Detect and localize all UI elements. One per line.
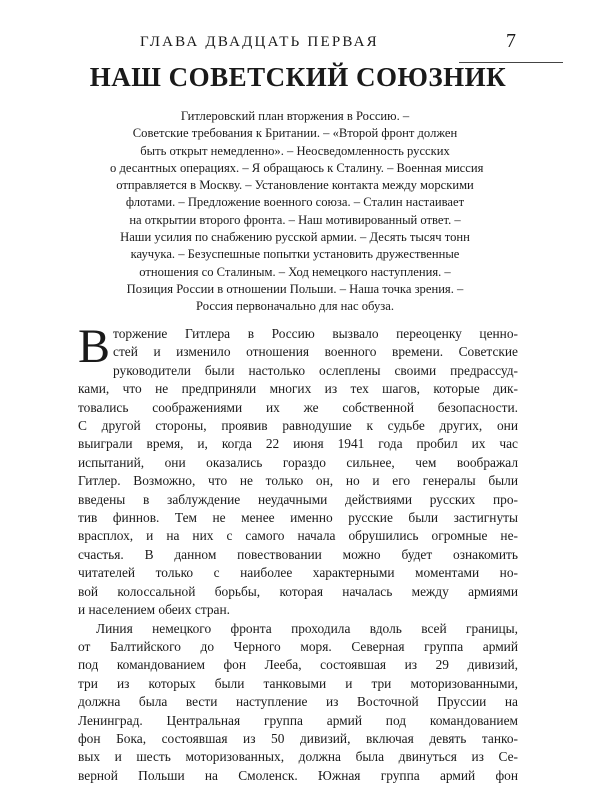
- paragraph-line: выиграли время, и, когда 22 июня 1941 года пробил их час: [78, 436, 518, 452]
- paragraph-line: читателей только с наиболее характерными моментами но-: [78, 565, 518, 581]
- paragraph-line: руководители были настолько ослеплены своими предрассуд-: [113, 362, 518, 378]
- paragraph-line: и населением обеих стран.: [78, 602, 230, 618]
- synopsis-line: Наши усилия по снабжению русской армии. – Десять тысяч тонн: [120, 230, 470, 245]
- paragraph-line: введены в заблуждение неудачными действиями русских про-: [78, 491, 518, 507]
- page-number: 7: [506, 30, 516, 52]
- drop-cap: В: [78, 320, 111, 373]
- paragraph-line: врасплох, и на них с самого начала обрушились огромные не-: [78, 528, 518, 544]
- paragraph-line: вых и шесть моторизованных, должна была двинуться из Се-: [78, 749, 518, 765]
- paragraph-line: испытаний, они оказались гораздо сильнее, чем воображал: [78, 454, 518, 470]
- paragraph-line: Линия немецкого фронта проходила вдоль всей границы,: [96, 620, 518, 636]
- chapter-heading: ГЛАВА ДВАДЦАТЬ ПЕРВАЯ: [140, 34, 379, 50]
- paragraph-line: Гитлер. Возможно, что не только он, но и его генералы были: [78, 473, 518, 489]
- synopsis-line: быть открыт немедленно». – Неосведомленность русских: [140, 143, 450, 158]
- running-header: [78, 28, 538, 58]
- paragraph-line: три из которых были танковыми и три моторизованными,: [78, 675, 518, 691]
- synopsis-line: Советские требования к Британии. – «Второй фронт должен: [132, 126, 458, 141]
- paragraph-line: верной Польши на Смоленск. Южная группа армий фон: [78, 767, 518, 783]
- synopsis-line: отношения со Сталиным. – Ход немецкого наступления. –: [139, 264, 451, 279]
- paragraph-line: Ленинград. Центральная группа армий под командованием: [78, 712, 518, 728]
- paragraph-line: вой колоссальной борьбы, которая началась между армиями: [78, 583, 518, 599]
- paragraph-line: С другой стороны, проявив равнодушие к судьбе других, они: [78, 418, 518, 434]
- synopsis-line: Россия первоначально для нас обуза.: [196, 299, 394, 314]
- chapter-title: НАШ СОВЕТСКИЙ СОЮЗНИК: [89, 62, 507, 92]
- paragraph-line: под командованием фон Лееба, состоявшая из 29 дивизий,: [78, 657, 518, 673]
- paragraph-line: торжение Гитлера в Россию вызвало переоценку ценно-: [113, 326, 518, 341]
- synopsis-line: каучука. – Безуспешные попытки установить дружественные: [130, 247, 460, 262]
- synopsis-line: отправляется в Москву. – Установление контакта между морскими: [116, 178, 474, 193]
- synopsis-line: Позиция России в отношении Польши. – Наша точка зрения. –: [126, 281, 464, 296]
- paragraph-line: должна была вести наступление из Восточной Пруссии на: [78, 694, 518, 710]
- synopsis-line: флотами. – Предложение военного союза. – Сталин настаивает: [125, 195, 465, 210]
- body-text: [78, 320, 518, 785]
- paragraph-line: товались соображениями их же собственной безопасности.: [78, 399, 518, 415]
- paragraph-line: ками, что не предприняли многих из тех шагов, которые дик-: [78, 381, 518, 397]
- synopsis-line: Гитлеровский план вторжения в Россию. –: [180, 109, 410, 123]
- paragraph-line: счастья. В данном повествовании можно будет ознакомить: [78, 546, 518, 562]
- synopsis-line: на открытии второго фронта. – Наш мотивированный ответ. –: [129, 212, 461, 227]
- chapter-synopsis: [110, 108, 484, 316]
- paragraph-line: фон Бока, состоявшая из 50 дивизий, включая девять танко-: [78, 730, 518, 746]
- paragraph-line: от Балтийского до Черного моря. Северная группа армий: [78, 638, 518, 654]
- paragraph-line: тив финнов. Тем не менее именно русские были застигнуты: [78, 510, 518, 526]
- paragraph-line: стей и изменило отношения военного времени. Советские: [113, 344, 518, 360]
- synopsis-line: о десантных операциях. – Я обращаюсь к Сталину. – Военная миссия: [110, 160, 484, 175]
